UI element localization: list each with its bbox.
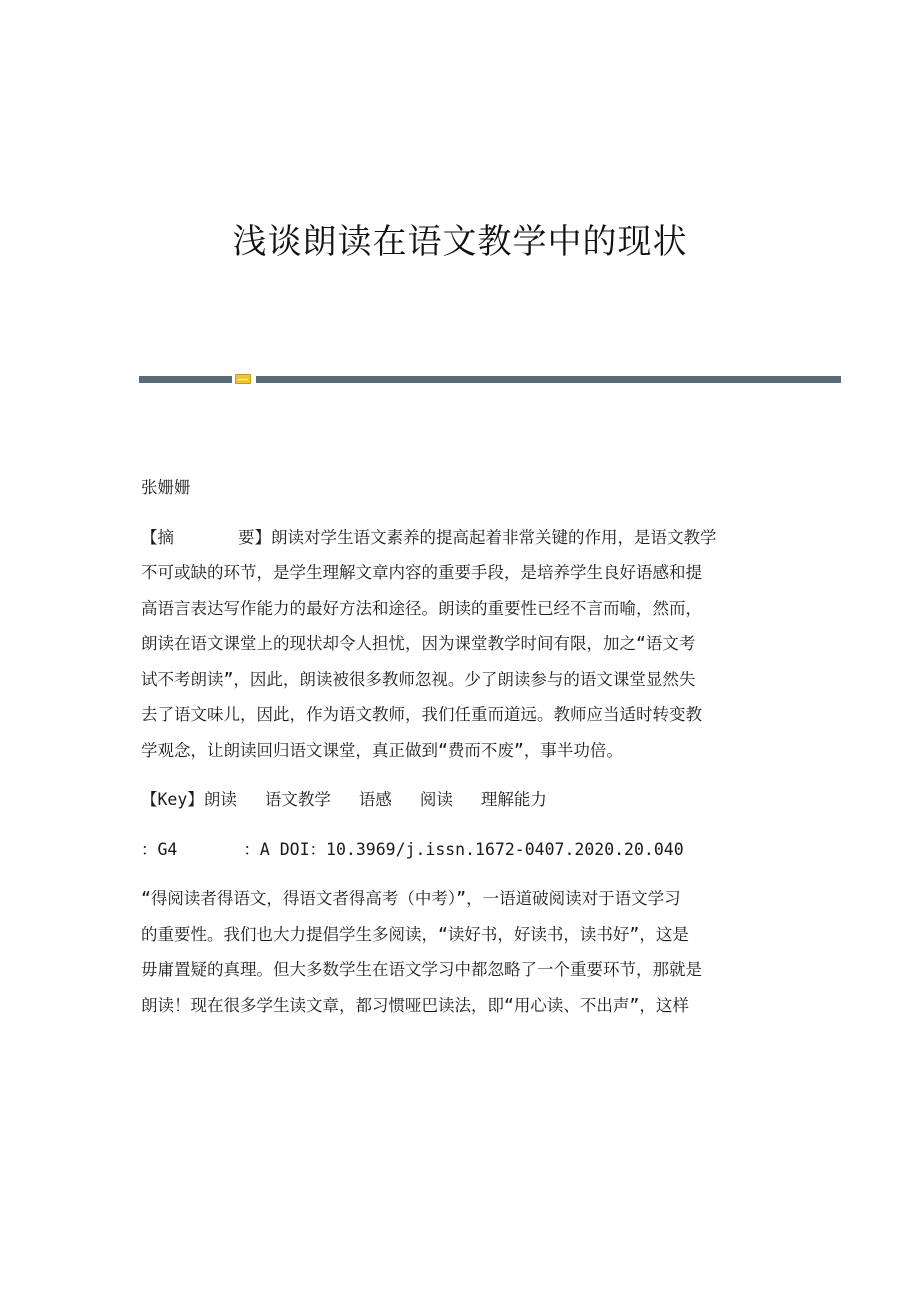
clc-number: ：G4	[141, 839, 178, 859]
abstract-line: 学观念，让朗读回归语文课堂，真正做到“费而不废”，事半功倍。	[141, 740, 623, 760]
abstract-line	[141, 520, 771, 556]
keyword: 阅读	[419, 790, 453, 809]
abstract-line: 不可或缺的环节，是学生理解文章内容的重要手段，是培养学生良好语感和提	[141, 563, 702, 582]
abstract-text: 朗读对学生语文素养的提高起着非常关键的作用，是语文教学	[271, 527, 717, 547]
body-paragraph	[141, 881, 771, 1023]
abstract-line: 高语言表达写作能力的最好方法和途径。朗读的重要性已经不言而喻，然而，	[141, 598, 702, 618]
classification	[141, 832, 771, 868]
keywords-label: 【Key】	[141, 790, 204, 809]
keyword: 朗读	[203, 790, 237, 809]
body-line: 毋庸置疑的真理。但大多数学生在语文学习中都忽略了一个重要环节，那就是	[141, 960, 702, 979]
page-title: 浅谈朗读在语文教学中的现状	[232, 222, 688, 262]
body-line: 朗读！现在很多学生读文章，都习惯哑巴读法，即“用心读、不出声”，这样	[141, 995, 689, 1015]
divider-bar-right	[256, 376, 841, 383]
title-divider	[139, 374, 841, 384]
abstract-line: 朗读在语文课堂上的现状却令人担忧，因为课堂教学时间有限，加之“语文考	[141, 634, 696, 653]
divider-bar-left	[139, 376, 232, 383]
abstract-label-open: 【摘	[141, 527, 174, 547]
abstract-line: 试不考朗读”，因此，朗读被很多教师忽视。少了朗读参与的语文课堂显然失	[141, 669, 696, 689]
keyword: 语文教学	[264, 790, 331, 809]
abstract	[141, 520, 771, 769]
body-line: “得阅读者得语文，得语文者得高考（中考）”，一语道破阅读对于语文学习	[141, 889, 681, 908]
author-name: 张姗姗	[141, 478, 191, 497]
keywords	[141, 782, 771, 818]
keyword: 理解能力	[480, 790, 547, 809]
keyword: 语感	[358, 790, 392, 809]
abstract-line: 去了语文味儿，因此，作为语文教师，我们任重而道远。教师应当适时转变教	[141, 705, 702, 724]
article-content	[141, 470, 771, 1023]
envelope-icon	[235, 374, 251, 384]
abstract-label-close: 要】	[238, 527, 271, 547]
body-line: 的重要性。我们也大力提倡学生多阅读，“读好书，好读书，读书好”，这是	[141, 924, 689, 944]
doc-code-doi: ：A DOI：10.3969/j.issn.1672-0407.2020.20.040	[243, 839, 684, 859]
